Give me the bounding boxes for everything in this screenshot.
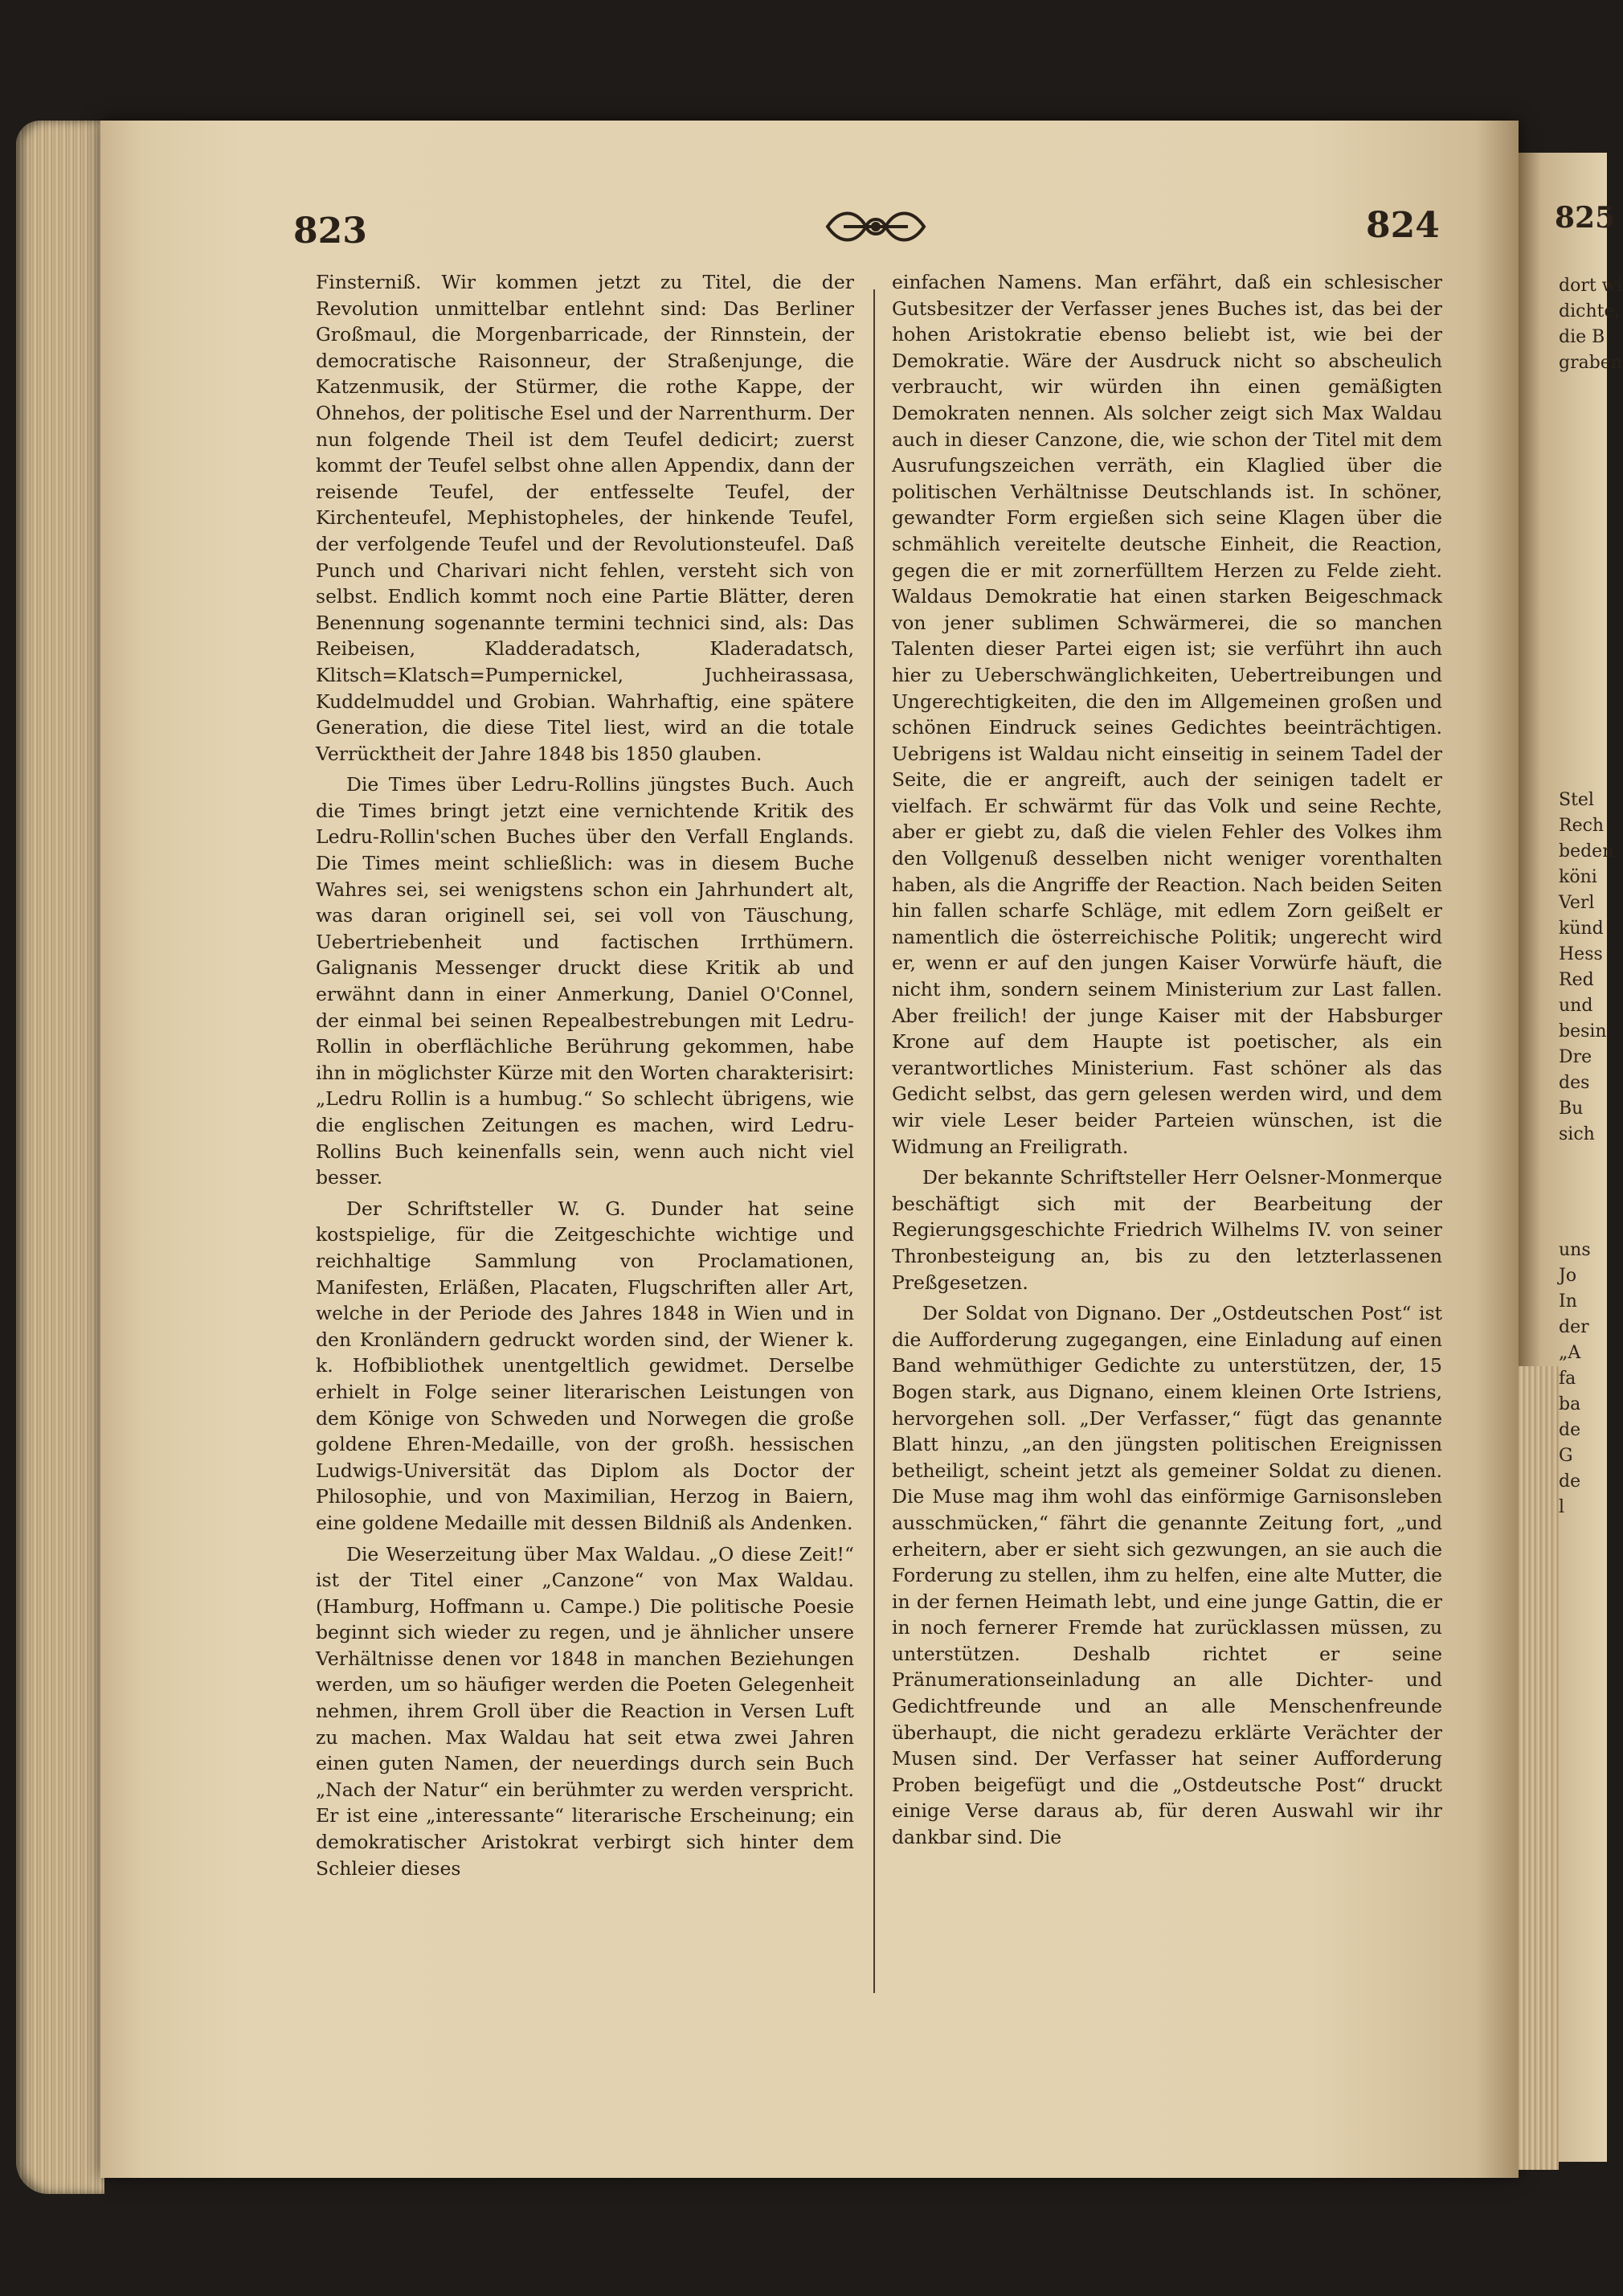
- column-divider: [873, 289, 875, 1993]
- next-page-fragment: sich: [1559, 1124, 1595, 1144]
- next-page-fragment: de: [1559, 1420, 1581, 1440]
- next-page-text-bottom: [1559, 1238, 1607, 1520]
- right-text-column: [892, 269, 1442, 1856]
- next-page-fragment: und: [1559, 996, 1593, 1016]
- next-page-fragment: Red: [1559, 970, 1594, 990]
- paragraph-right-3: Der Soldat von Dignano. Der „Ostdeutschen Post“ ist die Aufforderung zugegangen, eine Einladung auf einen Band wehmüthiger Gedichte zu unterstützen, der, 15 Bogen stark, aus Dignano, einem kleinen Orte Istriens, hervorgehen soll. „Der Verfasser,“ fügt das genannte Blatt hinzu, „an den jüngsten politischen Ereignissen betheiligt, scheint jetzt als gemeiner Soldat zu dienen. Die Muse mag ihm wohl das einförmige Garnisonsleben ausschmücken,“ fährt die genannte Zeitung fort, „und erheitern, aber er sieht sich gezwungen, an sie auch die Forderung zu stellen, ihm zu helfen, eine alte Mutter, die in der fernen Heimath lebt, und eine junge Gattin, die er in noch fernerer Fremde hat zurücklassen müssen, zu unterstützen. Deshalb richtet er seine Pränumerationseinladung an alle Dichter- und Gedichtfreunde und an alle Menschenfreunde überhaupt, die nicht geradezu erklärte Verächter der Musen sind. Der Verfasser hat seiner Aufforderung Proben beigefügt und die „Ostdeutsche Post“ druckt einige Verse daraus ab, für deren Auswahl wir ihr dankbar sind. Die: [892, 1302, 1442, 1849]
- page-number-next: 825: [1555, 201, 1616, 235]
- paragraph-left-3: Der Schriftsteller W. G. Dunder hat seine kostspielige, für die Zeitgeschichte wichtige und reichhaltige Sammlung von Proclamationen, Manifesten, Erläßen, Placaten, Flugschriften aller Art, welche in der Periode des Jahres 1848 in Wien und in den Kronländern gedruckt worden sind, der Wiener k. k. Hofbibliothek unentgeltlich gewidmet. Derselbe erhielt in Folge seiner literarischen Leistungen von dem Könige von Schweden und Norwegen die große goldene Ehren-Medaille, von der großh. hessischen Ludwigs-Universität das Diplom als Doctor der Philosophie, und von Maximilian, Herzog in Baiern, eine goldene Medaille mit dessen Bildniß als Andenken.: [316, 1197, 854, 1534]
- next-page-fragment: uns: [1559, 1240, 1591, 1260]
- next-page-fragment: Jo: [1559, 1266, 1577, 1286]
- next-page-fragment: dichte,: [1559, 301, 1621, 321]
- next-page-fragment: de: [1559, 1471, 1581, 1492]
- next-page-fragment: l: [1559, 1497, 1565, 1517]
- next-page-fragment: Verl: [1559, 893, 1595, 913]
- next-page-text-top: [1559, 273, 1623, 376]
- ornament-icon: [820, 203, 932, 251]
- paragraph-right-1: einfachen Namens. Man erfährt, daß ein schlesischer Gutsbesitzer der Verfasser jenes Buches ist, das bei der hohen Aristokratie ebenso beliebt ist, wie bei der Demokratie. Wäre der Ausdruck nicht so abscheulich verbraucht, wir würden ihn einen gemäßigten Demokraten nennen. Als solcher zeigt sich Max Waldau auch in dieser Canzone, die, wie schon der Titel mit dem Ausrufungszeichen verräth, ein Klaglied über die politischen Verhältnisse Deutschlands ist. In schöner, gewandter Form ergießen sich seine Klagen über die schmählich vereitelte deutsche Einheit, die Reaction, gegen die er mit zornerfülltem Herzen zu Felde zieht. Waldaus Demokratie hat einen starken Beigeschmack von jener sublimen Schwärmerei, die so manchen Talenten dieser Partei eigen ist; sie verführt ihn auch hier zu Ueberschwänglichkeiten, Uebertreibungen und Ungerechtigkeiten, die den im Allgemeinen großen und schönen Eindruck seines Gedichtes beeinträchtigen. Uebrigens ist Waldau nicht einseitig in seinem Tadel der Seite, die er angreift, auch der seinigen tadelt er vielfach. Er schwärmt für das Volk und seine Rechte, aber er giebt zu, daß die vielen Fehler des Volkes ihm den Vollgenuß desselben nicht weniger vorenthalten haben, als die Angriffe der Reaction. Nach beiden Seiten hin fallen scharfe Schläge, mit edlem Zorn geißelt er namentlich die österreichische Politik; ungerecht wird er, wenn er auf den jungen Kaiser Vorwürfe häuft, die nicht ihm, sondern seinem Ministerium zur Last fallen. Aber freilich! der junge Kaiser mit der Habsburger Krone auf dem Haupte ist poetischer, als ein verantwortliches Ministerium. Fast schöner als das Gedicht selbst, das gern gelesen werden wird, und dem wir viele Leser beider Parteien wünschen, ist die Widmung an Freiligrath.: [892, 271, 1442, 1158]
- next-page-fragment: Rech: [1559, 816, 1605, 836]
- next-page-fragment: besin: [1559, 1021, 1607, 1042]
- page-number-left: 823: [293, 211, 367, 252]
- next-page-fragment: Bu: [1559, 1099, 1584, 1119]
- next-page-fragment: ba: [1559, 1394, 1581, 1414]
- paragraph-right-2: Der bekannte Schriftsteller Herr Oelsner-Monmerque beschäftigt sich mit der Bearbeitung der Regierungsgeschichte Friedrich Wilhelms IV. von seiner Thronbesteigung an, bis zu den letzterlassenen Preßgesetzen.: [892, 1166, 1442, 1294]
- next-page-fragment: Hess: [1559, 944, 1603, 964]
- next-page-fragment: der: [1559, 1317, 1589, 1337]
- left-text-column: [316, 269, 854, 1886]
- next-page-fragment: beden: [1559, 841, 1614, 862]
- next-page-stack: [1519, 1366, 1559, 2170]
- next-page-fragment: graben: [1559, 353, 1622, 373]
- next-page-fragment: des: [1559, 1073, 1590, 1093]
- paragraph-left-2: Die Times über Ledru-Rollins jüngstes Buch. Auch die Times bringt jetzt eine vernichtende Kritik des Ledru-Rollin'schen Buches über den Verfall Englands. Die Times meint schließlich: was in diesem Buche Wahres sei, sei wenigstens schon ein Jahrhundert alt, was daran originell sei, sei voll von Täuschung, Uebertriebenheit und factischen Irrthümern. Galignanis Messenger druckt diese Kritik ab und erwähnt dann in einer Anmerkung, Daniel O'Connel, der einmal bei seinen Repealbestrebungen mit Ledru-Rollin in oberflächliche Berührung gekommen, habe ihn in möglichster Kürze mit den Worten charakterisirt: „Ledru Rollin is a humbug.“ So schlecht übrigens, wie die englischen Zeitungen es machen, wird Ledru-Rollins Buch keinenfalls sein, wenn auch nicht viel besser.: [316, 773, 854, 1189]
- page-number-right: 824: [1366, 205, 1440, 246]
- next-page-fragment: köni: [1559, 867, 1597, 887]
- next-page-fragment: „A: [1559, 1343, 1581, 1363]
- next-page-fragment: Dre: [1559, 1047, 1592, 1067]
- next-page-fragment: künd: [1559, 919, 1604, 939]
- next-page-text-middle: [1559, 788, 1614, 1148]
- next-page-fragment: dort wi: [1559, 276, 1623, 296]
- next-page-fragment: fa: [1559, 1369, 1576, 1389]
- next-page-fragment: G: [1559, 1446, 1573, 1466]
- next-page-fragment: die B: [1559, 327, 1605, 347]
- next-page-fragment: In: [1559, 1291, 1577, 1312]
- page-stack-left-edge: [16, 121, 104, 2194]
- paragraph-left-1: Finsterniß. Wir kommen jetzt zu Titel, die der Revolution unmittelbar entlehnt sind: Das Berliner Großmaul, die Morgenbarricade, der Rinnstein, der democratische Raisonneur, der Straßenjunge, die Katzenmusik, der Stürmer, die rothe Kappe, der Ohnehos, der politische Esel und der Narrenthurm. Der nun folgende Theil ist dem Teufel dedicirt; zuerst kommt der Teufel selbst ohne allen Appendix, dann der reisende Teufel, der entfesselte Teufel, der Kirchenteufel, Mephistopheles, der hinkende Teufel, der verfolgende Teufel und der Revolutionsteufel. Daß Punch und Charivari nicht fehlen, versteht sich von selbst. Endlich kommt noch eine Partie Blätter, deren Benennung sogenannte termini technici sind, als: Das Reibeisen, Kladderadatsch, Kladeradatsch, Klitsch=Klatsch=Pumpernickel, Juchheirassasa, Kuddelmuddel und Grobian. Wahrhaftig, eine spätere Generation, die diese Titel liest, wird an die totale Verrücktheit der Jahre 1848 bis 1850 glauben.: [316, 271, 854, 765]
- paragraph-left-4: Die Weserzeitung über Max Waldau. „O diese Zeit!“ ist der Titel einer „Canzone“ von Max Waldau. (Hamburg, Hoffmann u. Campe.) Die politische Poesie beginnt sich wieder zu regen, und je ähnlicher unsere Verhältnisse denen vor 1848 in manchen Beziehungen werden, um so häufiger werden die Poeten Gelegenheit nehmen, ihrem Groll über die Reaction in Versen Luft zu machen. Max Waldau hat seit etwa zwei Jahren einen guten Namen, der neuerdings durch sein Buch „Nach der Natur“ ein berühmter zu werden verspricht. Er ist eine „interessante“ literarische Erscheinung; ein demokratischer Aristokrat verbirgt sich hinter dem Schleier dieses: [316, 1542, 854, 1880]
- next-page-fragment: Stel: [1559, 790, 1594, 810]
